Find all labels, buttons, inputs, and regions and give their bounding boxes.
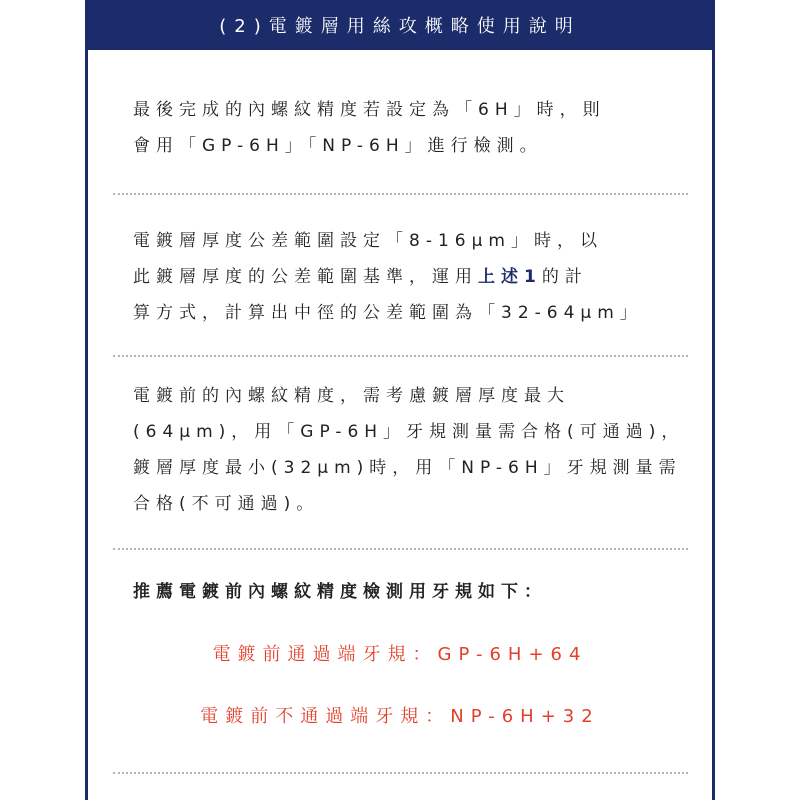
section-title-bar (88, 0, 712, 50)
no-go-gauge-spec: 電鍍前不通過端牙規：NP-6H+32 (200, 706, 600, 727)
document-frame (85, 0, 715, 800)
paragraph-text: 的計 (541, 267, 588, 287)
paragraph-line: 會用「GP-6H」「NP-6H」進行檢測。 (133, 136, 543, 156)
paragraph-plating-tolerance (133, 223, 693, 331)
dotted-divider (113, 193, 688, 195)
paragraph-line: 合格(不可通過)。 (133, 494, 320, 514)
recommendation-heading (133, 574, 693, 610)
reference-highlight: 上述1 (478, 267, 542, 287)
paragraph-line (133, 259, 693, 295)
dotted-divider (113, 772, 688, 774)
paragraph-text: 此鍍層厚度的公差範圍基準，運用 (133, 267, 478, 287)
go-gauge-spec: 電鍍前通過端牙規：GP-6H+64 (212, 644, 588, 665)
paragraph-pre-plating-precision (133, 378, 693, 522)
paragraph-line: 鍍層厚度最小(32μm)時，用「NP-6H」牙規測量需 (133, 458, 682, 478)
heading-line: 推薦電鍍前內螺紋精度檢測用牙規如下： (133, 582, 547, 602)
paragraph-line: 電鍍前的內螺紋精度，需考慮鍍層厚度最大 (133, 386, 570, 406)
section-title: (2)電鍍層用絲攻概略使用說明 (219, 16, 581, 37)
dotted-divider (113, 548, 688, 550)
dotted-divider (113, 355, 688, 357)
paragraph-line: 最後完成的內螺紋精度若設定為「6H」時，則 (133, 100, 606, 120)
paragraph-line: (64μm)，用「GP-6H」牙規測量需合格(可通過)， (133, 422, 685, 442)
paragraph-line: 算方式，計算出中徑的公差範圍為「32-64μm」 (133, 303, 643, 323)
paragraph-final-precision (133, 92, 693, 164)
paragraph-line: 電鍍層厚度公差範圍設定「8-16μm」時，以 (133, 231, 603, 251)
